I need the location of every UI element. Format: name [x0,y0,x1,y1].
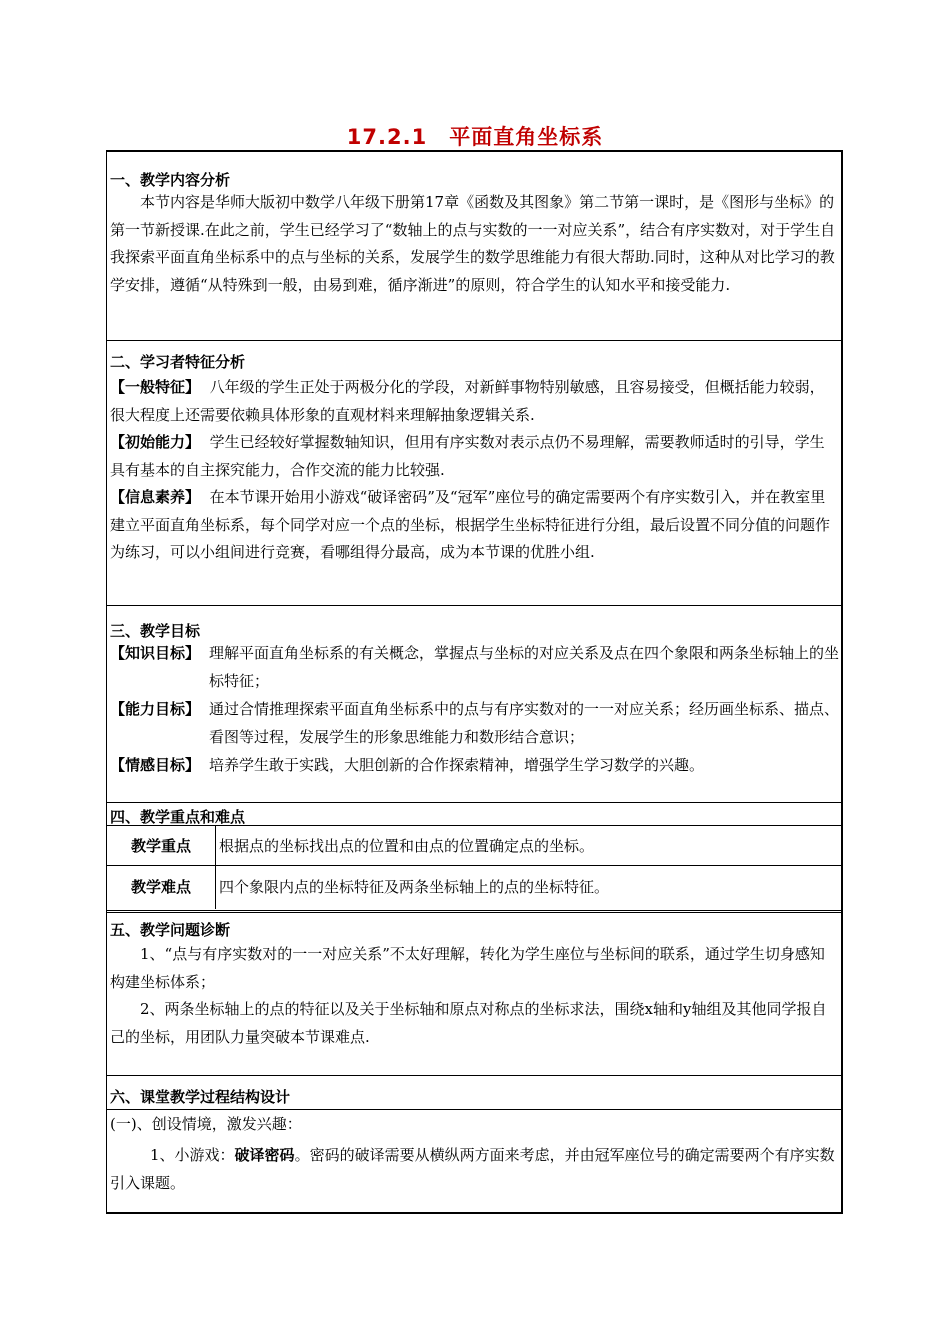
item-text: 在本节课开始用小游戏“破译密码”及“冠军”座位号的确定需要两个有序实数引入，并在教室里建立平面直角坐标系，每个同学对应一个点的坐标，根据学生坐标特征进行分组，最后设置不同分值的问题作为练习，可以小组间进行竞赛，看哪组得分最高，成为本节课的优胜小组. [110,488,831,561]
process-paragraph [110,1142,839,1197]
section-process-content [107,1109,841,1214]
section-learner-analysis [107,340,841,605]
paragraph-prefix: 1、小游戏： [150,1146,235,1164]
goal-knowledge [110,640,839,695]
item-label: 【一般特征】 [110,378,201,396]
page-title: 17.2.1 平面直角坐标系 [346,125,604,149]
item-label: 【初始能力】 [110,433,201,451]
section-content-analysis [107,152,841,340]
process-subheading: (一)、创设情境，激发兴趣： [110,1115,302,1133]
section-heading: 六、课堂教学过程结构设计 [110,1088,291,1106]
diagnosis-paragraph-1: 1、“点与有序实数对的一一对应关系”不太好理解，转化为学生座位与坐标间的联系，通过学生切身感知构建坐标体系； [110,945,825,991]
goal-label: 【知识目标】 [110,644,201,662]
diagnosis-paragraph-2: 2、两条坐标轴上的点的特征以及关于坐标轴和原点对称点的坐标求法，围绕x轴和y轴组及其他同学报自己的坐标，用团队力量突破本节课难点. [110,1000,827,1046]
key-point-text: 根据点的坐标找出点的位置和由点的位置确定点的坐标。 [219,837,595,855]
goal-text: 培养学生敢于实践，大胆创新的合作探索精神，增强学生学习数学的兴趣。 [209,756,705,774]
section-key-points [107,802,841,910]
section-heading: 二、学习者特征分析 [110,353,246,371]
goal-label: 【情感目标】 [110,756,201,774]
goal-emotion [110,752,839,780]
item-text: 学生已经较好掌握数轴知识，但用有序实数对表示点仍不易理解，需要教师适时的引导，学生具有基本的自主探究能力，合作交流的能力比较强. [110,433,825,479]
learner-item-general [110,374,839,429]
item-label: 【信息素养】 [110,488,201,506]
goal-text: 理解平面直角坐标系的有关概念，掌握点与坐标的对应关系及点在四个象限和两条坐标轴上的坐标特征； [209,644,840,690]
goal-text: 通过合情推理探索平面直角坐标系中的点与有序实数对的一一对应关系；经历画坐标系、描点、看图等过程，发展学生的形象思维能力和数形结合意识； [209,700,840,746]
goal-ability [110,696,839,751]
section-heading: 一、教学内容分析 [110,171,231,189]
key-point-row [107,825,841,866]
section-problem-diagnosis [107,910,841,1075]
learner-item-info [110,484,839,567]
section-heading: 四、教学重点和难点 [110,808,246,826]
section-text: 本节内容是华师大版初中数学八年级下册第17章《函数及其图象》第二节第一课时，是《图形与坐标》的第一节新授课.在此之前，学生已经学习了“数轴上的点与实数的一一对应关系”，结合有序实数对，对于学生自我探索平面直角坐标系中的点与坐标的关系，发展学生的数学思维能力有很大帮助.同时，这种从对比学习的教学安排，遵循“从特殊到一般，由易到难，循序渐进”的原则，符合学生的认知水平和接受能力. [110,193,836,294]
difficulty-label: 教学难点 [107,866,216,909]
section-teaching-goals [107,605,841,802]
section-process-design [107,1075,841,1109]
paragraph-emphasis: 破译密码 [234,1146,295,1164]
paragraph-rest: 。密码的破译需要从横纵两方面来考虑，并由冠军座位号的确定需要两个有序实数引入课题。 [110,1146,835,1192]
goal-label: 【能力目标】 [110,700,201,718]
lesson-plan-table [106,150,843,1214]
key-point-label: 教学重点 [107,826,216,866]
learner-item-initial [110,429,839,484]
section-heading: 三、教学目标 [110,622,201,640]
item-text: 八年级的学生正处于两极分化的学段，对新鲜事物特别敏感，且容易接受，但概括能力较弱，很大程度上还需要依赖具体形象的直观材料来理解抽象逻辑关系. [110,378,825,424]
section-heading: 五、教学问题诊断 [110,921,231,939]
difficulty-row [107,865,841,909]
difficulty-text: 四个象限内点的坐标特征及两条坐标轴上的点的坐标特征。 [219,878,610,896]
